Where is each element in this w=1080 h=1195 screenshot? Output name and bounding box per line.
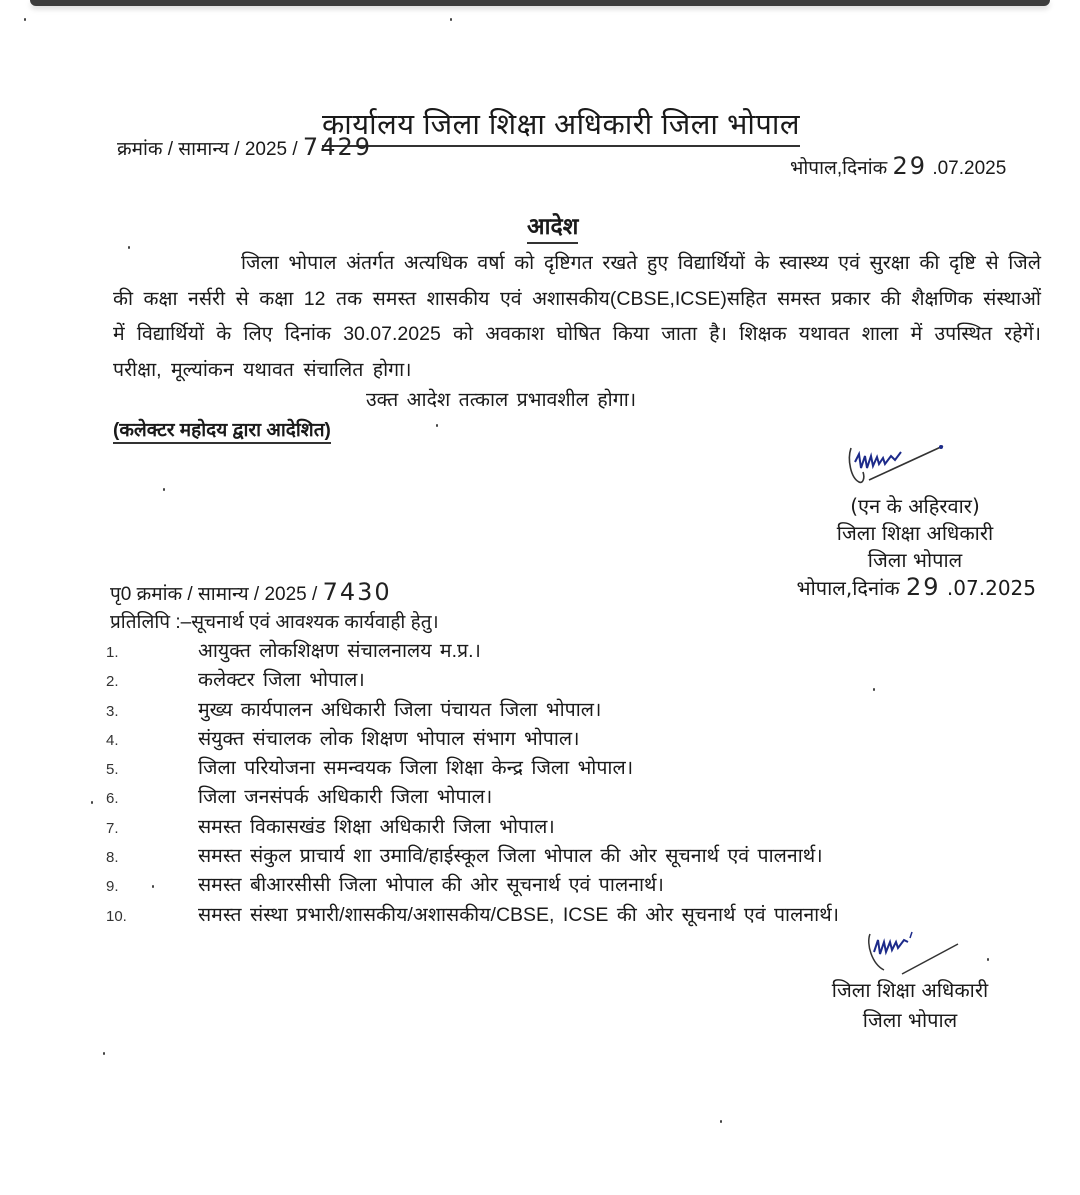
- order-paragraph: [113, 246, 1041, 388]
- recipient-text: समस्त संकुल प्राचार्य शा उमावि/हाईस्कूल जिला भोपाल की ओर सूचनार्थ एवं पालनार्थ।: [198, 845, 823, 868]
- window-top-bar: [30, 0, 1050, 6]
- recipient-item: [106, 753, 839, 782]
- date-suffix: .07.2025: [927, 158, 1007, 179]
- recipient-number: 7.: [106, 819, 119, 837]
- scan-speck: [152, 885, 154, 888]
- scan-speck: [720, 1120, 722, 1123]
- signature-icon: [862, 930, 972, 980]
- signatory-date: [790, 574, 1040, 602]
- copy-reference-prefix: पृ0 क्रमांक / सामान्य / 2025 /: [110, 584, 323, 605]
- scan-speck: [103, 1052, 105, 1055]
- scan-speck: [436, 424, 438, 427]
- signatory-date-prefix: भोपाल,दिनांक: [796, 576, 907, 600]
- recipient-number: 6.: [106, 790, 119, 808]
- order-heading: आदेश: [527, 209, 578, 244]
- recipient-item: [106, 812, 839, 841]
- recipient-list: [106, 636, 839, 929]
- signatory-name: (एन के अहिरवार): [850, 494, 980, 518]
- scan-speck: [91, 801, 93, 804]
- signature-icon: [845, 442, 955, 490]
- recipient-number: 2.: [106, 673, 119, 691]
- scan-speck: [873, 688, 875, 691]
- recipient-item: [106, 724, 839, 753]
- copy-reference-number-handwritten: 7430: [322, 578, 392, 606]
- signatory-location: जिला भोपाल: [867, 548, 963, 572]
- signatory-date-suffix: .07.2025: [940, 576, 1036, 600]
- scan-speck: [450, 18, 452, 21]
- recipient-number: 4.: [106, 731, 119, 749]
- date-prefix: भोपाल,दिनांक: [790, 158, 893, 179]
- recipient-text: मुख्य कार्यपालन अधिकारी जिला पंचायत जिला भोपाल।: [198, 698, 602, 721]
- recipient-item: [106, 782, 839, 811]
- scan-speck: [987, 958, 989, 961]
- recipient-number: 1.: [106, 644, 119, 661]
- scan-speck: [128, 246, 130, 249]
- recipient-item: [106, 870, 839, 899]
- scan-speck: [163, 488, 165, 491]
- recipient-number: 3.: [106, 702, 119, 720]
- date-day-handwritten: 29: [892, 152, 928, 180]
- recipient-number: 5.: [106, 761, 119, 779]
- footer-signatory-location: जिला भोपाल: [862, 1008, 958, 1032]
- recipient-text: आयुक्त लोकशिक्षण संचालनालय म.प्र.।: [198, 640, 481, 662]
- office-title: कार्यालय जिला शिक्षा अधिकारी जिला भोपाल: [322, 104, 800, 147]
- recipient-item: [106, 841, 839, 870]
- recipient-item: [106, 695, 839, 724]
- recipient-item: [106, 665, 839, 694]
- recipient-item: [106, 900, 839, 929]
- recipient-text: जिला परियोजना समन्वयक जिला शिक्षा केन्द्र जिला भोपाल।: [198, 757, 634, 780]
- order-paragraph-text: जिला भोपाल अंतर्गत अत्यधिक वर्षा को दृष्टिगत रखते हुए विद्यार्थियों के स्वास्थ्य एवं सुरक्षा की दृष्टि से जिले की कक्षा नर्सरी से कक्षा 12 तक समस्त शासकीय एवं अशासकीय(CBSE,ICSE)सहित समस्त प्रकार की शैक्षणिक संस्थाओं में विद्यार्थियों के लिए दिनांक 30.07.2025 को अवकाश घोषित किया जाता है। शिक्षक यथावत शाला में उपस्थित रहेगें। परीक्षा, मूल्यांकन यथावत संचालित होगा।: [113, 252, 1041, 381]
- copy-reference: [110, 578, 392, 606]
- reference-number-handwritten: 7429: [302, 133, 372, 161]
- recipient-text: कलेक्टर जिला भोपाल।: [198, 669, 365, 692]
- recipient-text: समस्त बीआरसीसी जिला भोपाल की ओर सूचनार्थ एवं पालनार्थ।: [198, 874, 664, 897]
- recipient-text: संयुक्त संचालक लोक शिक्षण भोपाल संभाग भोपाल।: [198, 727, 580, 750]
- recipient-number: 10.: [106, 907, 127, 925]
- reference-prefix: क्रमांक / सामान्य / 2025 /: [117, 139, 303, 160]
- order-reference: [117, 133, 372, 161]
- order-date: [790, 152, 1006, 180]
- scan-speck: [24, 18, 26, 21]
- signatory-block: [790, 493, 1040, 602]
- footer-signatory-block: [800, 975, 1020, 1035]
- footer-signatory-designation: जिला शिक्षा अधिकारी: [831, 978, 989, 1002]
- recipient-text: समस्त विकासखंड शिक्षा अधिकारी जिला भोपाल।: [198, 815, 555, 838]
- copy-intro: प्रतिलिपि :–सूचनार्थ एवं आवश्यक कार्यवाही हेतु।: [110, 612, 439, 633]
- authority-statement: (कलेक्टर महोदय द्वारा आदेशित): [113, 416, 331, 444]
- signatory-date-day-handwritten: 29: [906, 573, 941, 601]
- recipient-number: 9.: [106, 878, 119, 896]
- effective-statement: उक्त आदेश तत्काल प्रभावशील होगा।: [366, 389, 637, 411]
- recipient-item: [106, 636, 839, 665]
- recipient-number: 8.: [106, 849, 119, 867]
- recipient-text: जिला जनसंपर्क अधिकारी जिला भोपाल।: [198, 786, 493, 809]
- signatory-designation: जिला शिक्षा अधिकारी: [836, 521, 994, 545]
- recipient-text: समस्त संस्था प्रभारी/शासकीय/अशासकीय/CBSE, ICSE की ओर सूचनार्थ एवं पालनार्थ।: [198, 903, 840, 926]
